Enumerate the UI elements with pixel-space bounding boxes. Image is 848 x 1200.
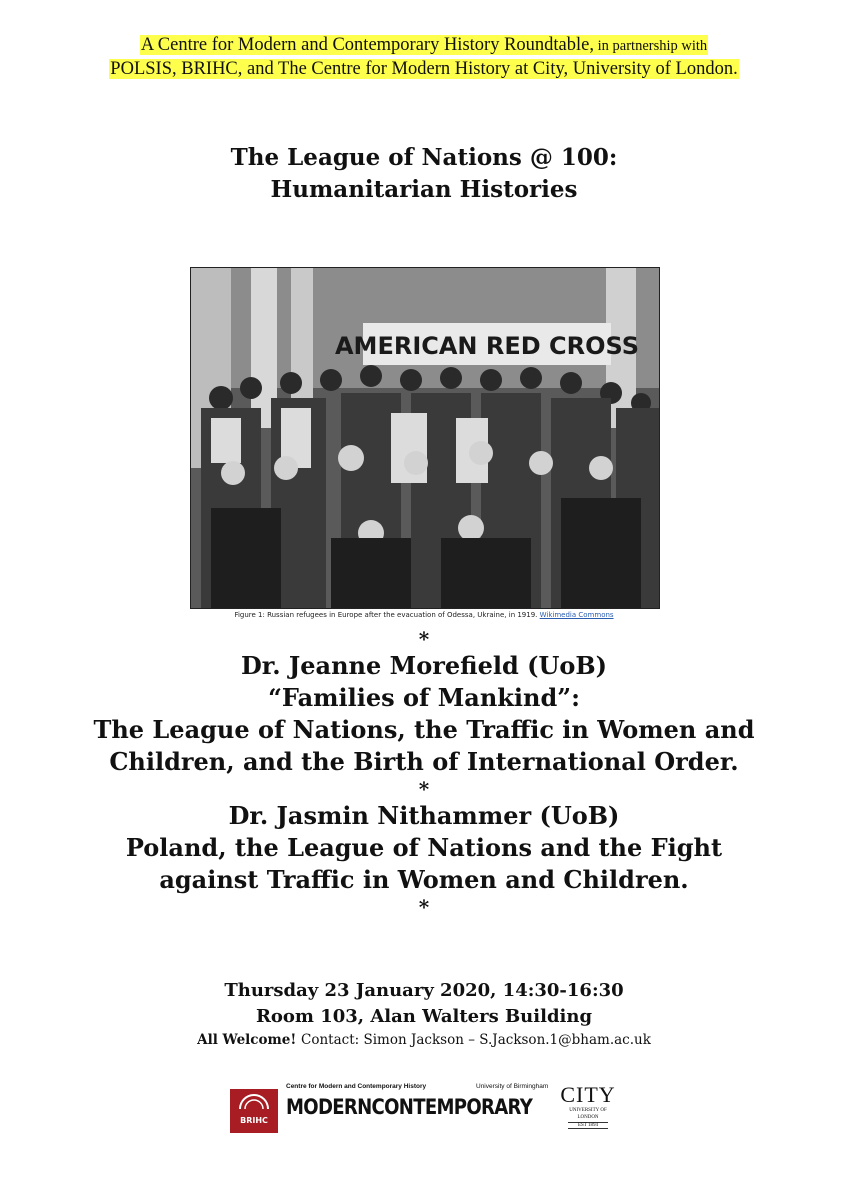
city-established: EST 1894	[568, 1122, 608, 1129]
brihc-label: BRIHC	[240, 1116, 268, 1125]
talk-2-speaker: Dr. Jasmin Nithammer (UoB)	[228, 801, 620, 830]
uob-label: University of Birmingham	[476, 1083, 549, 1090]
brihc-logo	[230, 1089, 278, 1133]
welcome-line	[0, 1030, 848, 1050]
contact-text[interactable]: Contact: Simon Jackson – S.Jackson.1@bham.ac.uk	[301, 1032, 651, 1048]
talk-1-speaker: Dr. Jeanne Morefield (UoB)	[240, 651, 608, 680]
talk-2-title-line: Poland, the League of Nations and the Fight	[125, 833, 723, 862]
banner-text: AMERICAN RED CROSS	[334, 332, 640, 360]
header-line-2: POLSIS, BRIHC, and The Centre for Modern History at City, University of London.	[110, 59, 738, 79]
event-header	[0, 34, 848, 81]
talk-1-title-line: Children, and the Birth of International Order.	[109, 747, 739, 776]
logos-bar	[230, 1083, 620, 1133]
arch-icon	[230, 1089, 278, 1111]
moderncontemporary-logo: MODERNCONTEMPORARY	[286, 1095, 533, 1119]
city-logo	[560, 1083, 616, 1130]
talk-1-title-line: The League of Nations, the Traffic in Women and	[93, 715, 755, 744]
title-line-2: Humanitarian Histories	[270, 176, 578, 203]
event-room: Room 103, Alan Walters Building	[255, 1006, 593, 1027]
title-line-1: The League of Nations @ 100:	[230, 144, 618, 171]
event-title	[0, 142, 848, 206]
city-subtitle: UNIVERSITY OF LONDON	[569, 1108, 607, 1120]
separator-star: *	[418, 627, 430, 651]
event-details	[0, 978, 848, 1050]
photo-illustration	[191, 268, 659, 608]
talk-1-title-line: “Families of Mankind”:	[268, 683, 580, 712]
refugee-photo	[190, 267, 660, 609]
caption-text: Figure 1: Russian refugees in Europe after the evacuation of Odessa, Ukraine, in 1919.	[234, 611, 538, 619]
header-line-1: A Centre for Modern and Contemporary History Roundtable, in partnership with	[140, 35, 708, 55]
city-wordmark: CITY	[560, 1082, 616, 1107]
photo-caption	[0, 611, 848, 619]
separator-star: *	[418, 895, 430, 919]
centre-small-label: Centre for Modern and Contemporary History	[286, 1083, 427, 1090]
talks-section	[0, 628, 848, 918]
talk-2-title-line: against Traffic in Women and Children.	[159, 865, 689, 894]
separator-star: *	[418, 777, 430, 801]
wikimedia-link[interactable]: Wikimedia Commons	[539, 611, 614, 619]
welcome-text: All Welcome!	[197, 1032, 297, 1048]
event-datetime: Thursday 23 January 2020, 14:30-16:30	[224, 980, 624, 1001]
